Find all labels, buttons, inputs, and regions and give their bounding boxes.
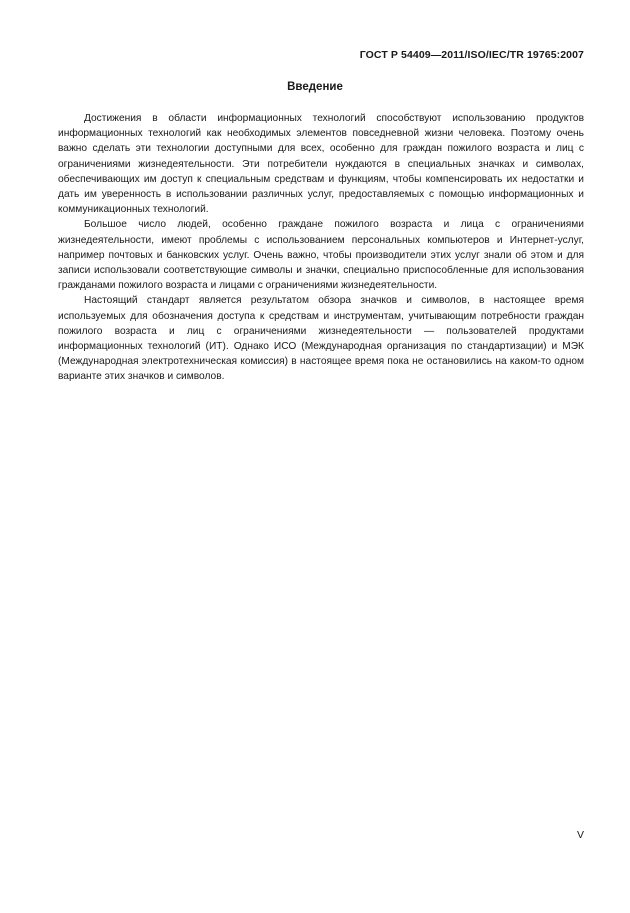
page-number: V: [576, 829, 584, 841]
section-title: Введение: [287, 81, 343, 93]
paragraph-2: Большое число людей, особенно граждане пожилого возраста и лица с ограничениями жизнедеятельности, имеют проблемы с использованием персональных компьютеров и Интернет-услуг, например почтовых и банковских услуг. Очень важно, чтобы производители этих услуг знали об этом и для записи использовали соответствующие символы и значки, специально приспособленные для использования гражданами пожилого возраста и лицами с ограничениями жизнедеятельности.: [58, 219, 584, 292]
section-body: [58, 111, 584, 385]
standard-code-header: ГОСТ Р 54409—2011/ISO/IEC/TR 19765:2007: [359, 49, 584, 61]
paragraph-1: Достижения в области информационных технологий способствуют использованию продуктов информационных технологий как необходимых элементов повседневной жизни человека. Поэтому очень важно сделать эти технологии доступными для всех, особенно для граждан пожилого возраста и лиц с ограничениями жизнедеятельности. Эти потребители нуждаются в специальных значках и символах, обеспечивающих им доступ к специальным средствам и функциям, чтобы компенсировать их недостатки и дать им уверенность в использовании различных услуг, предоставляемых с помощью информационных и коммуникационных технологий.: [58, 113, 584, 216]
paragraph-3: Настоящий стандарт является результатом обзора значков и символов, в настоящее время используемых для обозначения доступа к средствам и инструментам, учитывающим потребности граждан пожилого возраста и лиц с ограничениями жизнедеятельности — пользователей продуктами информационных технологий (ИТ). Однако ИСО (Международная организация по стандартизации) и МЭК (Международная электротехническая комиссия) в настоящее время пока не остановились на каком-то одном варианте этих значков и символов.: [58, 295, 584, 383]
